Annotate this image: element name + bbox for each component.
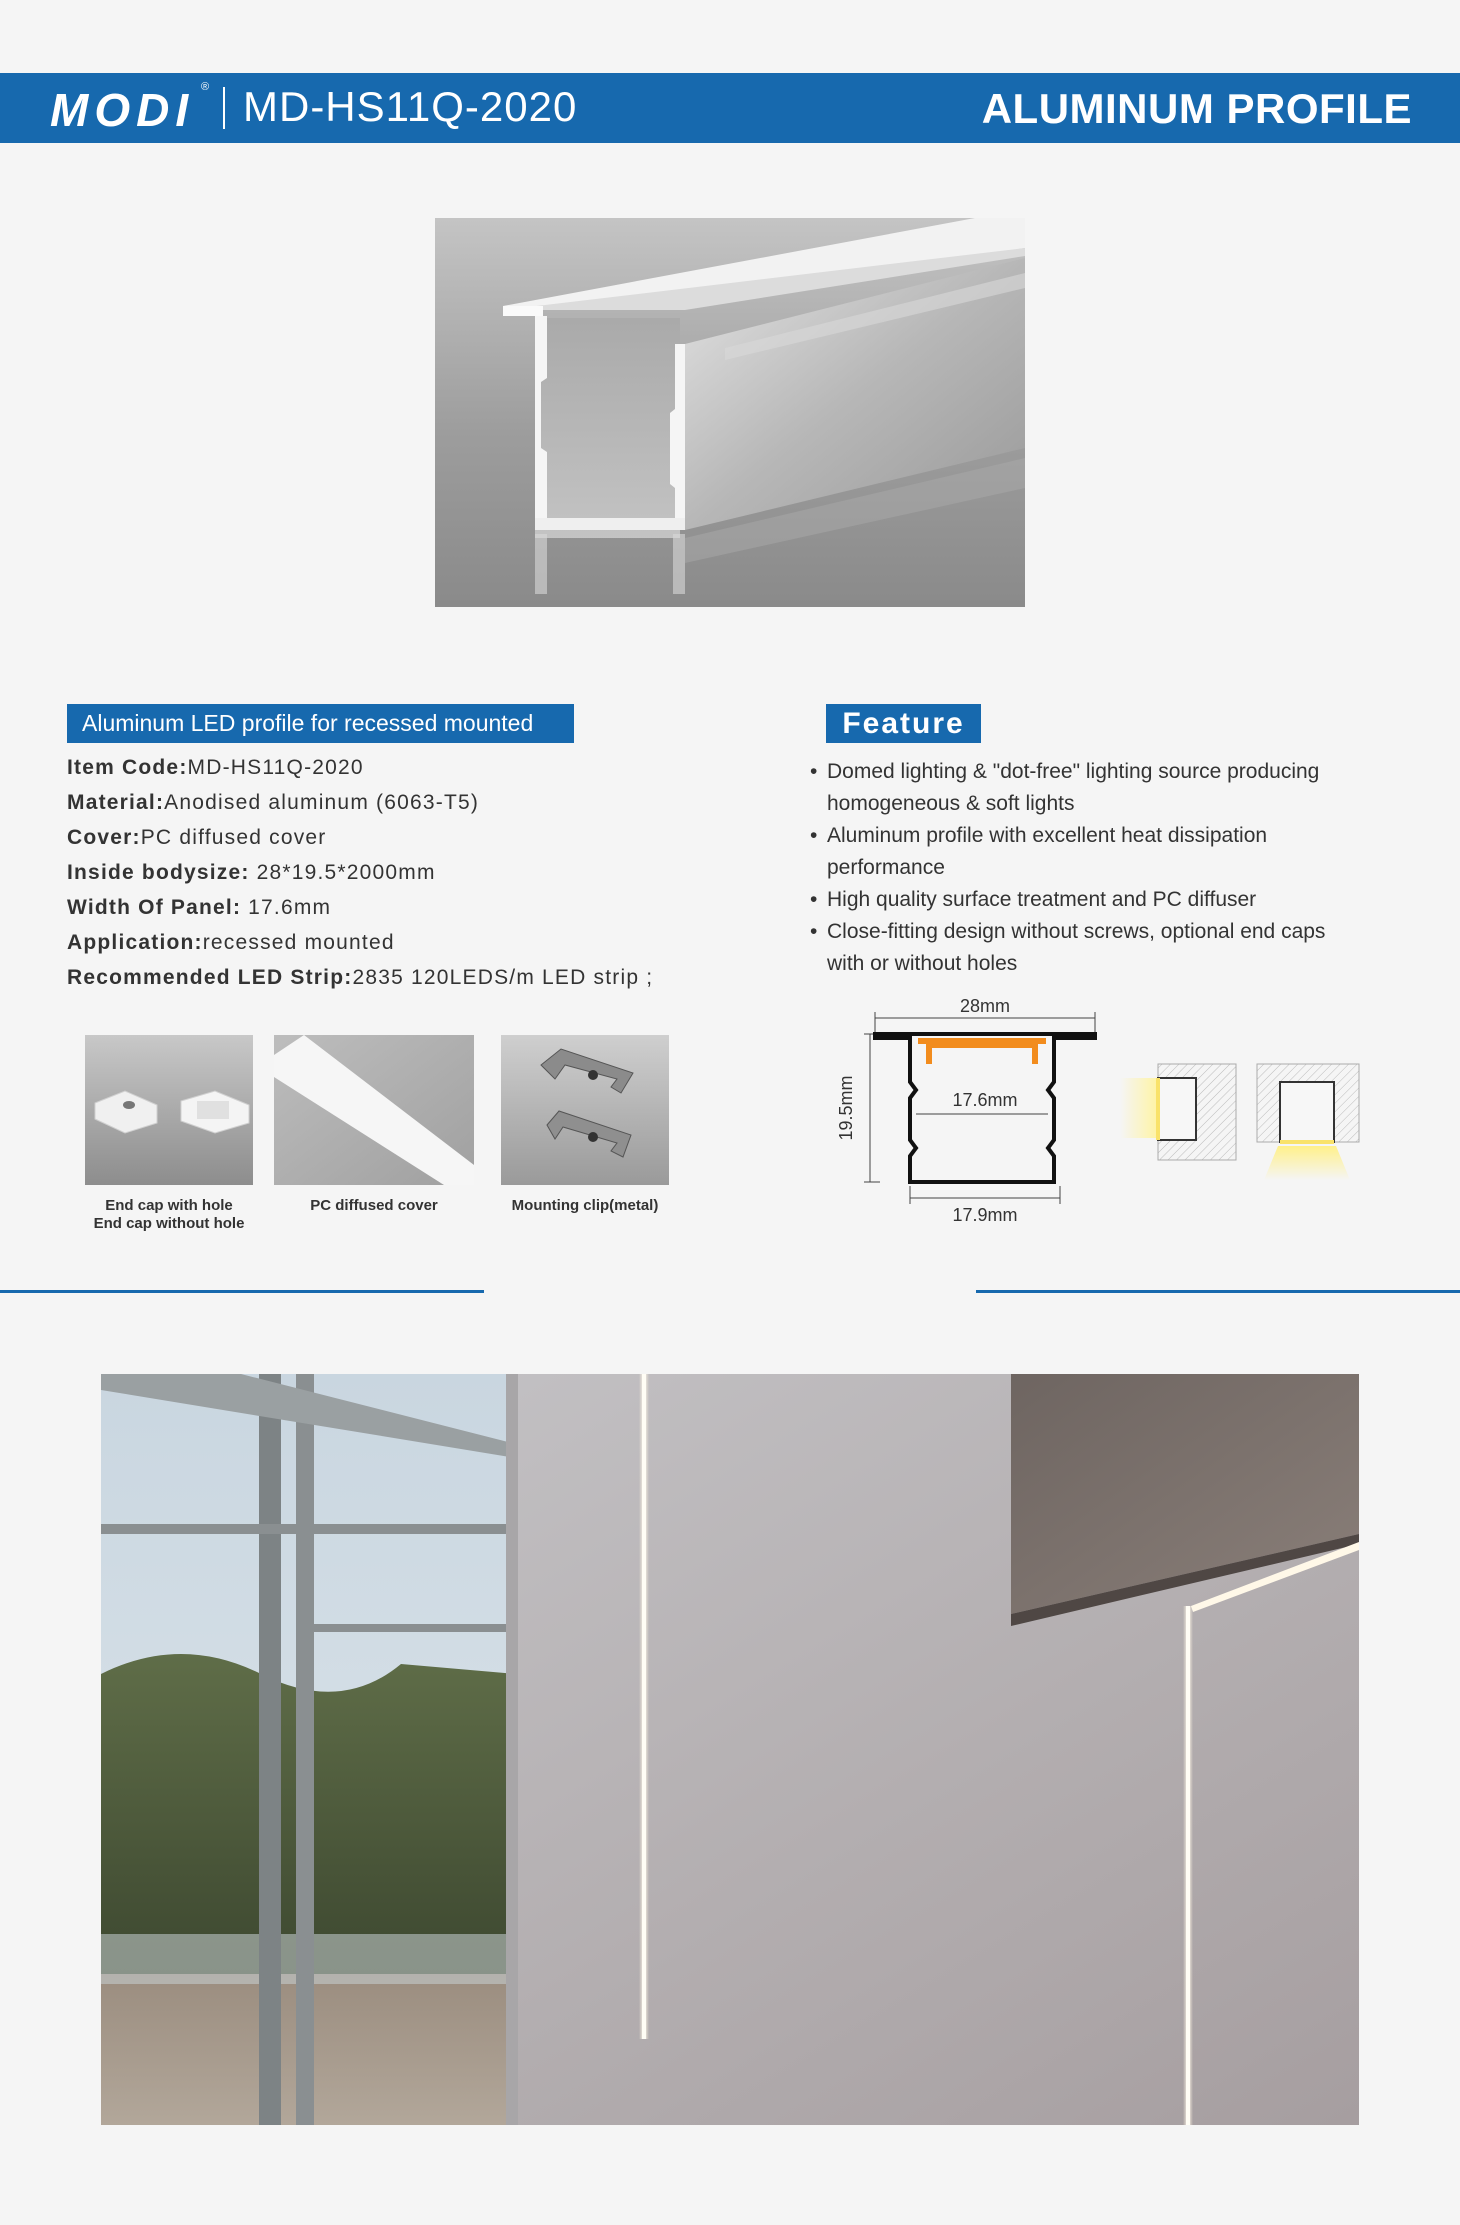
ceiling-mount-icon bbox=[1257, 1064, 1359, 1180]
model-number: MD-HS11Q-2020 bbox=[243, 83, 578, 130]
feature-item: • High quality surface treatment and PC diffuser bbox=[808, 884, 1368, 916]
dim-top-width: 28mm bbox=[959, 996, 1011, 1016]
accessory-end-cap bbox=[85, 1035, 253, 1233]
spec-row-item-code: Item Code:MD-HS11Q-2020 bbox=[67, 756, 364, 779]
application-scene-photo bbox=[101, 1374, 1359, 2125]
feature-item: • Aluminum profile with excellent heat dissipation performance bbox=[808, 820, 1368, 884]
profile-dimension-diagram bbox=[820, 990, 1380, 1230]
end-cap-image bbox=[85, 1035, 253, 1185]
spec-row-width-of-panel: Width Of Panel: 17.6mm bbox=[67, 896, 332, 919]
feature-list bbox=[808, 756, 1368, 980]
feature-heading: Feature bbox=[826, 704, 981, 743]
wall-mount-icon bbox=[1120, 1064, 1236, 1160]
spec-heading: Aluminum LED profile for recessed mounted bbox=[67, 704, 574, 743]
end-cap-caption: End cap with hole End cap without hole bbox=[93, 1197, 245, 1232]
section-divider-left bbox=[0, 1290, 484, 1293]
accessory-mounting-clip bbox=[501, 1035, 669, 1215]
spec-list bbox=[67, 756, 707, 1001]
spec-row-cover: Cover:PC diffused cover bbox=[67, 826, 327, 849]
registered-mark: ® bbox=[201, 81, 210, 93]
pc-cover-image bbox=[274, 1035, 474, 1185]
header-bar bbox=[0, 73, 1460, 143]
mounting-clip-image bbox=[501, 1035, 669, 1185]
header-divider bbox=[223, 87, 225, 129]
dim-bottom-width: 17.9mm bbox=[952, 1205, 1018, 1225]
spec-row-inside-bodysize: Inside bodysize: 28*19.5*2000mm bbox=[67, 861, 436, 884]
dim-height: 19.5mm bbox=[836, 1075, 856, 1141]
page-title: ALUMINUM PROFILE bbox=[981, 85, 1412, 132]
mounting-clip-caption: Mounting clip(metal) bbox=[511, 1197, 659, 1214]
spec-row-led-strip: Recommended LED Strip:2835 120LEDS/m LED strip ; bbox=[67, 966, 654, 989]
feature-item: • Domed lighting & "dot-free" lighting source producing homogeneous & soft lights bbox=[808, 756, 1368, 820]
section-divider-right bbox=[976, 1290, 1460, 1293]
profile-product-image bbox=[435, 218, 1025, 607]
brand-logo: MODI bbox=[50, 84, 195, 136]
diffuser-cover bbox=[918, 1038, 1046, 1064]
spec-row-application: Application:recessed mounted bbox=[67, 931, 395, 954]
dim-inner-width: 17.6mm bbox=[952, 1090, 1018, 1110]
feature-item: • Close-fitting design without screws, optional end caps with or without holes bbox=[808, 916, 1368, 980]
pc-cover-caption: PC diffused cover bbox=[310, 1197, 438, 1214]
accessory-pc-cover bbox=[274, 1035, 474, 1215]
spec-row-material: Material:Anodised aluminum (6063-T5) bbox=[67, 791, 480, 814]
